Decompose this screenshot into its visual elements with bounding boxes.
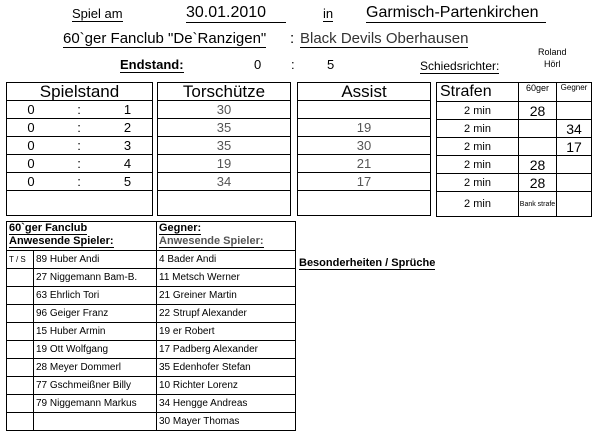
score-away: 5 <box>103 173 153 191</box>
scorer-table <box>157 82 291 216</box>
assist-cell <box>298 101 431 119</box>
home-player: 27 Niggemann Bam-B. <box>34 269 157 287</box>
away-player: 21 Greiner Martin <box>157 287 296 305</box>
score-home: 0 <box>7 137 56 155</box>
scorer-cell: 19 <box>158 155 291 173</box>
score-empty-cell <box>7 191 153 216</box>
home-player: 15 Huber Armin <box>34 323 157 341</box>
penalty-away-player: 34 <box>557 120 592 138</box>
final-score-away: 5 <box>327 57 335 72</box>
ts-cell <box>7 269 34 287</box>
home-player <box>34 413 157 431</box>
score-away: 4 <box>103 155 153 173</box>
roster-row <box>7 251 296 269</box>
home-player: 79 Niggemann Markus <box>34 395 157 413</box>
away-player: 19 er Robert <box>157 323 296 341</box>
final-score-colon: : <box>291 57 295 72</box>
score-row <box>7 173 153 191</box>
penalty-duration: 2 min <box>437 174 519 192</box>
penalty-row <box>437 102 592 120</box>
roster-row <box>7 377 296 395</box>
score-colon: : <box>55 119 103 137</box>
scorer-cell: 35 <box>158 137 291 155</box>
scorer-header: Torschütze <box>158 83 291 101</box>
home-team: 60`ger Fanclub "De`Ranzigen" <box>63 30 267 47</box>
roster-row <box>7 305 296 323</box>
score-row <box>7 101 153 119</box>
score-progression-header: Spielstand <box>7 83 153 101</box>
ts-cell <box>7 377 34 395</box>
score-row <box>7 155 153 173</box>
penalty-away-player <box>557 156 592 174</box>
ts-cell <box>7 287 34 305</box>
score-home: 0 <box>7 155 56 173</box>
penalty-60ger-header: 60ger <box>519 83 557 102</box>
penalty-gegner-header: Gegner <box>557 83 592 102</box>
score-away: 3 <box>103 137 153 155</box>
away-player: 35 Edenhofer Stefan <box>157 359 296 377</box>
away-team: Black Devils Oberhausen <box>300 30 469 47</box>
away-player: 30 Mayer Thomas <box>157 413 296 431</box>
penalty-away-player <box>557 174 592 192</box>
penalty-duration: 2 min <box>437 156 519 174</box>
home-player: 89 Huber Andi <box>34 251 157 269</box>
penalty-away-player <box>557 192 592 217</box>
ts-label: T / S <box>7 251 34 269</box>
penalty-home-player <box>519 138 557 156</box>
roster-row <box>7 287 296 305</box>
penalty-row <box>437 120 592 138</box>
home-roster-title: 60`ger Fanclub <box>9 222 88 234</box>
roster-row <box>7 413 296 431</box>
score-home: 0 <box>7 101 56 119</box>
score-away: 2 <box>103 119 153 137</box>
game-date: 30.01.2010 <box>186 4 286 23</box>
score-colon: : <box>55 155 103 173</box>
assist-table <box>297 82 431 216</box>
penalty-duration: 2 min <box>437 192 519 217</box>
referee-label: Schiedsrichter: <box>420 59 500 73</box>
assist-cell <box>298 191 431 216</box>
roster-row <box>7 359 296 377</box>
score-row <box>7 191 153 216</box>
referee-name-line2: Hörl <box>544 59 561 69</box>
assist-header: Assist <box>298 83 431 101</box>
penalty-row <box>437 156 592 174</box>
away-player: 17 Padberg Alexander <box>157 341 296 359</box>
penalty-duration: 2 min <box>437 102 519 120</box>
penalty-away-player <box>557 102 592 120</box>
penalty-home-player <box>519 120 557 138</box>
penalty-bench: Bank strafe <box>519 192 557 217</box>
referee-name-line1: Roland <box>538 47 567 57</box>
roster-row <box>7 323 296 341</box>
scorer-cell <box>158 191 291 216</box>
team-separator: : <box>290 30 295 47</box>
score-home: 0 <box>7 173 56 191</box>
penalty-row <box>437 192 592 217</box>
date-label: Spiel am <box>72 6 123 21</box>
ts-cell <box>7 341 34 359</box>
away-player: 11 Metsch Werner <box>157 269 296 287</box>
home-player: 96 Geiger Franz <box>34 305 157 323</box>
ts-cell <box>7 323 34 341</box>
score-colon: : <box>55 173 103 191</box>
penalty-home-player: 28 <box>519 102 557 120</box>
assist-cell: 21 <box>298 155 431 173</box>
penalty-away-player: 17 <box>557 138 592 156</box>
penalty-duration: 2 min <box>437 120 519 138</box>
score-away: 1 <box>103 101 153 119</box>
away-roster-header <box>157 222 296 251</box>
final-score-home: 0 <box>254 57 262 72</box>
home-player: 77 Gschmeißner Billy <box>34 377 157 395</box>
home-player: 19 Ott Wolfgang <box>34 341 157 359</box>
assist-cell: 19 <box>298 119 431 137</box>
penalty-header: Strafen <box>437 83 519 102</box>
away-player: 4 Bader Andi <box>157 251 296 269</box>
score-colon: : <box>55 137 103 155</box>
score-colon: : <box>55 101 103 119</box>
home-roster-subtitle: Anwesende Spieler: <box>9 235 114 247</box>
scorer-cell: 35 <box>158 119 291 137</box>
penalty-home-player: 28 <box>519 174 557 192</box>
score-row <box>7 137 153 155</box>
ts-cell <box>7 395 34 413</box>
away-player: 22 Strupf Alexander <box>157 305 296 323</box>
roster-row <box>7 341 296 359</box>
away-player: 10 Richter Lorenz <box>157 377 296 395</box>
score-home: 0 <box>7 119 56 137</box>
home-player: 63 Ehrlich Tori <box>34 287 157 305</box>
ts-cell <box>7 359 34 377</box>
remarks-title: Besonderheiten / Sprüche <box>299 257 436 269</box>
game-place: Garmisch-Partenkirchen <box>366 4 546 23</box>
in-label: in <box>323 6 334 21</box>
score-progression-table <box>6 82 153 216</box>
scorer-cell: 34 <box>158 173 291 191</box>
home-roster-header <box>7 222 157 251</box>
final-score-label: Endstand: <box>120 57 184 72</box>
penalty-duration: 2 min <box>437 138 519 156</box>
away-player: 34 Hengge Andreas <box>157 395 296 413</box>
assist-cell: 30 <box>298 137 431 155</box>
penalty-home-player: 28 <box>519 156 557 174</box>
ts-cell <box>7 413 34 431</box>
scorer-cell: 30 <box>158 101 291 119</box>
assist-cell: 17 <box>298 173 431 191</box>
home-player: 28 Meyer Dommerl <box>34 359 157 377</box>
away-roster-subtitle: Anwesende Spieler: <box>159 235 264 247</box>
roster-row <box>7 269 296 287</box>
roster-table <box>6 221 296 431</box>
score-row <box>7 119 153 137</box>
roster-row <box>7 395 296 413</box>
penalty-row <box>437 174 592 192</box>
ts-cell <box>7 305 34 323</box>
away-roster-title: Gegner: <box>159 222 202 234</box>
penalty-table <box>436 82 592 217</box>
penalty-row <box>437 138 592 156</box>
